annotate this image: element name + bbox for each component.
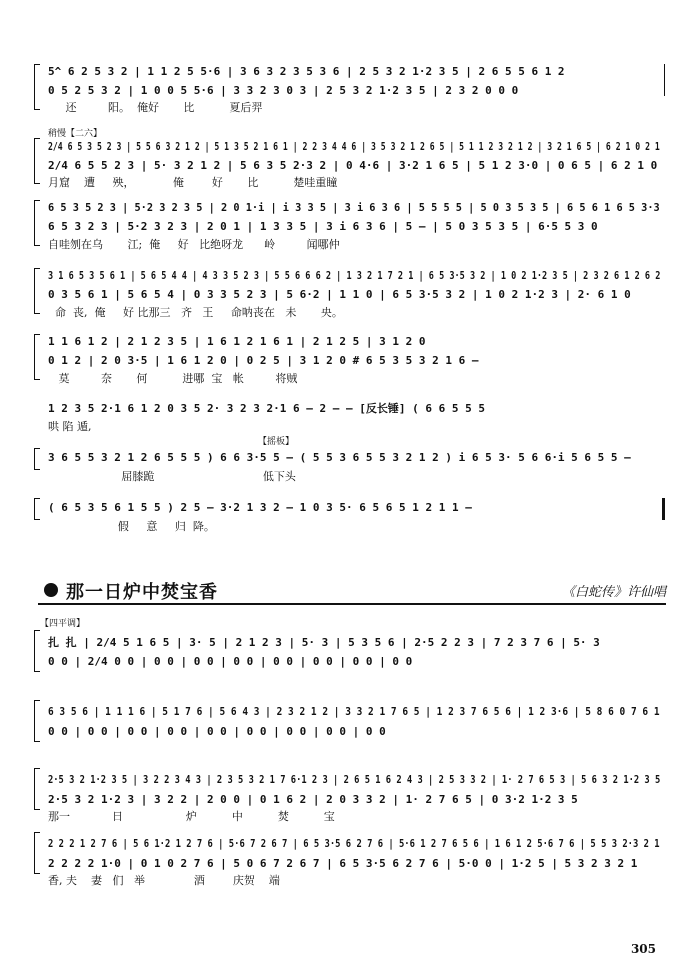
song-title: 那一日炉中焚宝香 [66, 582, 218, 603]
system-bracket [34, 832, 40, 874]
notation-system-4 [38, 268, 666, 320]
lower-staff: 0 0 | 0 0 | 0 0 | 0 0 | 0 0 | 0 0 | 0 0 | 0 0 | 0 0 [48, 725, 386, 738]
lower-staff: 0 1 2 | 2 0 3·5 | 1 6 1 2 0 | 0 2 5 | 3 1 2 0 # 6 5 3 5 3 2 1 6 — [48, 354, 479, 367]
melody-line: 1 2 3 5 2·1 6 1 2 0 3 5 2· 3 2 3 2·1 6 — 2 — — [反长锤] ( 6 6 5 5 5 [48, 401, 485, 415]
lyrics: 哄 陷 遁, [48, 420, 92, 433]
notation-system-10 [38, 700, 666, 746]
section-label: 【四平调】 [40, 619, 86, 629]
system-bracket [34, 700, 40, 742]
system-bracket [34, 768, 40, 810]
notation-system-1 [38, 64, 666, 114]
lyrics: 香, 夫 妻 们 举 酒 庆贺 端 [48, 874, 280, 887]
upper-staff: 1 1 6 1 2 | 2 1 2 3 5 | 1 6 1 2 1 6 1 | 2 1 2 5 | 3 1 2 0 [48, 335, 426, 348]
upper-staff: 2 2 2 1 2 7 6 | 5 6 1·2 1 2 7 6 | 5·6 7 2 6 7 | 6 5 3·5 6 2 7 6 | 5·6 1 2 7 6 5 6 | 1 6 1 2 5·6 7 6 | 5 5 3 2·3 2 1 [48, 837, 660, 850]
lyrics: 假 意 归 降。 [48, 520, 215, 533]
system-bracket [34, 64, 40, 110]
melody-line: 3 6 5 5 3 2 1 2 6 5 5 5 ) 6 6 3·5 5 — ( 5 5 3 6 5 5 3 2 1 2 ) i 6 5 3· 5 6 6·i 5 6 5 5 — [48, 451, 631, 464]
notation-system-6 [38, 400, 666, 436]
notation-system-7 [38, 434, 666, 488]
tempo-mark: 【摇板】 [258, 437, 295, 447]
title-bullet-icon [44, 583, 58, 597]
lower-staff: 2/4 6 5 5 2 3 | 5· 3 2 1 2 | 5 6 3 5 2·3 2 | 0 4·6 | 3·2 1 6 5 | 5 1 2 3·0 | 0 6 5 | 6 2 1 0 [48, 159, 658, 172]
notation-system-2 [38, 122, 666, 188]
notation-system-3 [38, 200, 666, 252]
system-bracket [34, 630, 40, 672]
upper-staff: 2·5 3 2 1·2 3 5 | 3 2 2 3 4 3 | 2 3 5 3 2 1 7 6·1 2 3 | 2 6 5 1 6 2 4 3 | 2 5 3 3 2 | 1· 2 7 6 5 3 | 5 6 3 2 1·2 3 5 [48, 773, 661, 786]
upper-staff: 6 5 3 5 2 3 | 5·2 3 2 3 5 | 2 0 1·i | i 3 3 5 | 3 i 6 3 6 | 5 5 5 5 | 5 0 3 5 3 5 | 6 5 6 1 6 5 3·3 [48, 201, 660, 214]
lower-staff: 0 3 5 6 1 | 5 6 5 4 | 0 3 3 5 2 3 | 5 6·2 | 1 1 0 | 6 5 3·5 3 2 | 1 0 2 1·2 3 | 2· 6 1 0 [48, 288, 631, 301]
system-bracket [34, 498, 40, 520]
upper-staff: 扎 扎 | 2/4 5 1 6 5 | 3· 5 | 2 1 2 3 | 5· 3 | 5 3 5 6 | 2·5 2 2 3 | 7 2 3 7 6 | 5· 3 [48, 635, 600, 649]
lyrics: 命 丧, 俺 好 比那三 齐 王 命呐丧在 未 央。 [48, 306, 343, 319]
lyrics: 月窟 遭 殃， 俺 好 比 楚哇重瞳 [48, 176, 338, 189]
melody-line: ( 6 5 3 5 6 1 5 5 ) 2 5 — 3·2 1 3 2 — 1 0 3 5· 6 5 6 5 1 2 1 1 — [48, 501, 472, 514]
lyrics: 屈膝跪 低下头 [48, 470, 296, 483]
lyrics: 莫 奈 何 进哪 宝 帐 将贼 [48, 372, 298, 385]
notation-system-11 [38, 768, 666, 822]
system-bracket [34, 334, 40, 380]
upper-staff: 6 3 5 6 | 1 1 1 6 | 5 1 7 6 | 5 6 4 3 | 2 3 2 1 2 | 3 3 2 1 7 6 5 | 1 2 3 7 6 5 6 | 1 2 3·6 | 5 8 6 0 7 6 1 [48, 705, 660, 718]
notation-system-8 [38, 498, 666, 538]
system-bracket [34, 138, 40, 184]
barline [664, 64, 665, 96]
tempo-mark: 稍慢【二六】 [48, 129, 103, 139]
lower-staff: 6 5 3 2 3 | 5·2 3 2 3 | 2 0 1 | 1 3 3 5 | 3 i 6 3 6 | 5 — | 5 0 3 5 3 5 | 6·5 5 3 0 [48, 220, 598, 233]
lower-staff: 2 2 2 2 1·0 | 0 1 0 2 7 6 | 5 0 6 7 2 6 7 | 6 5 3·5 6 2 7 6 | 5·0 0 | 1·2 5 | 5 3 2 3 2 1 [48, 857, 638, 870]
upper-staff: 2/4 6 5 3 5 2 3 | 5 5 6 3 2 1 2 | 5 1 3 5 2 1 6 1 | 2 2 3 4 4 6 | 3 5 3 2 1 2 6 5 | 5 1 1 2 3 2 1 2 | 3 2 1 6 5 | 6 2 1 0 2 1 [48, 140, 660, 153]
upper-staff: 3 1 6 5 3 5 6 1 | 5 6 5 4 4 | 4 3 3 5 2 3 | 5 5 6 6 6 2 | 1 3 2 1 7 2 1 | 6 5 3·5 3 2 | 1 0 2 1·2 3 5 | 2 3 2 6 1 2 6 2 [48, 269, 661, 282]
notation-system-9 [38, 630, 666, 676]
lyrics: 自哇刎在乌 江; 俺 好 比绝呀龙 岭 闻哪仲 [48, 238, 340, 251]
song-source: 《白蛇传》许仙唱 [561, 585, 666, 600]
lower-staff: 0 5 2 5 3 2 | 1 0 0 5 5·6 | 3 3 2 3 0 3 | 2 5 3 2 1·2 3 5 | 2 3 2 0 0 0 [48, 84, 519, 97]
upper-staff: 5^ 6 2 5 3 2 | 1 1 2 5 5·6 | 3 6 3 2 3 5 3 6 | 2 5 3 2 1·2 3 5 | 2 6 5 5 6 1 2 [48, 65, 565, 78]
system-bracket [34, 268, 40, 314]
lower-staff: 2·5 3 2 1·2 3 | 3 2 2 | 2 0 0 | 0 1 6 2 | 2 0 3 3 2 | 1· 2 7 6 5 | 0 3·2 1·2 3 5 [48, 793, 578, 806]
title-rule [38, 603, 666, 605]
system-bracket [34, 200, 40, 246]
lyrics: 还 阳。 俺好 比 夏后羿 [48, 101, 263, 114]
lower-staff: 0 0 | 2/4 0 0 | 0 0 | 0 0 | 0 0 | 0 0 | 0 0 | 0 0 | 0 0 [48, 655, 413, 668]
system-bracket [34, 448, 40, 470]
lyrics: 那一 日 炉 中 焚 宝 [48, 810, 335, 823]
notation-system-12 [38, 832, 666, 886]
page-number: 305 [630, 942, 656, 956]
final-barline [662, 498, 665, 520]
notation-system-5 [38, 334, 666, 386]
